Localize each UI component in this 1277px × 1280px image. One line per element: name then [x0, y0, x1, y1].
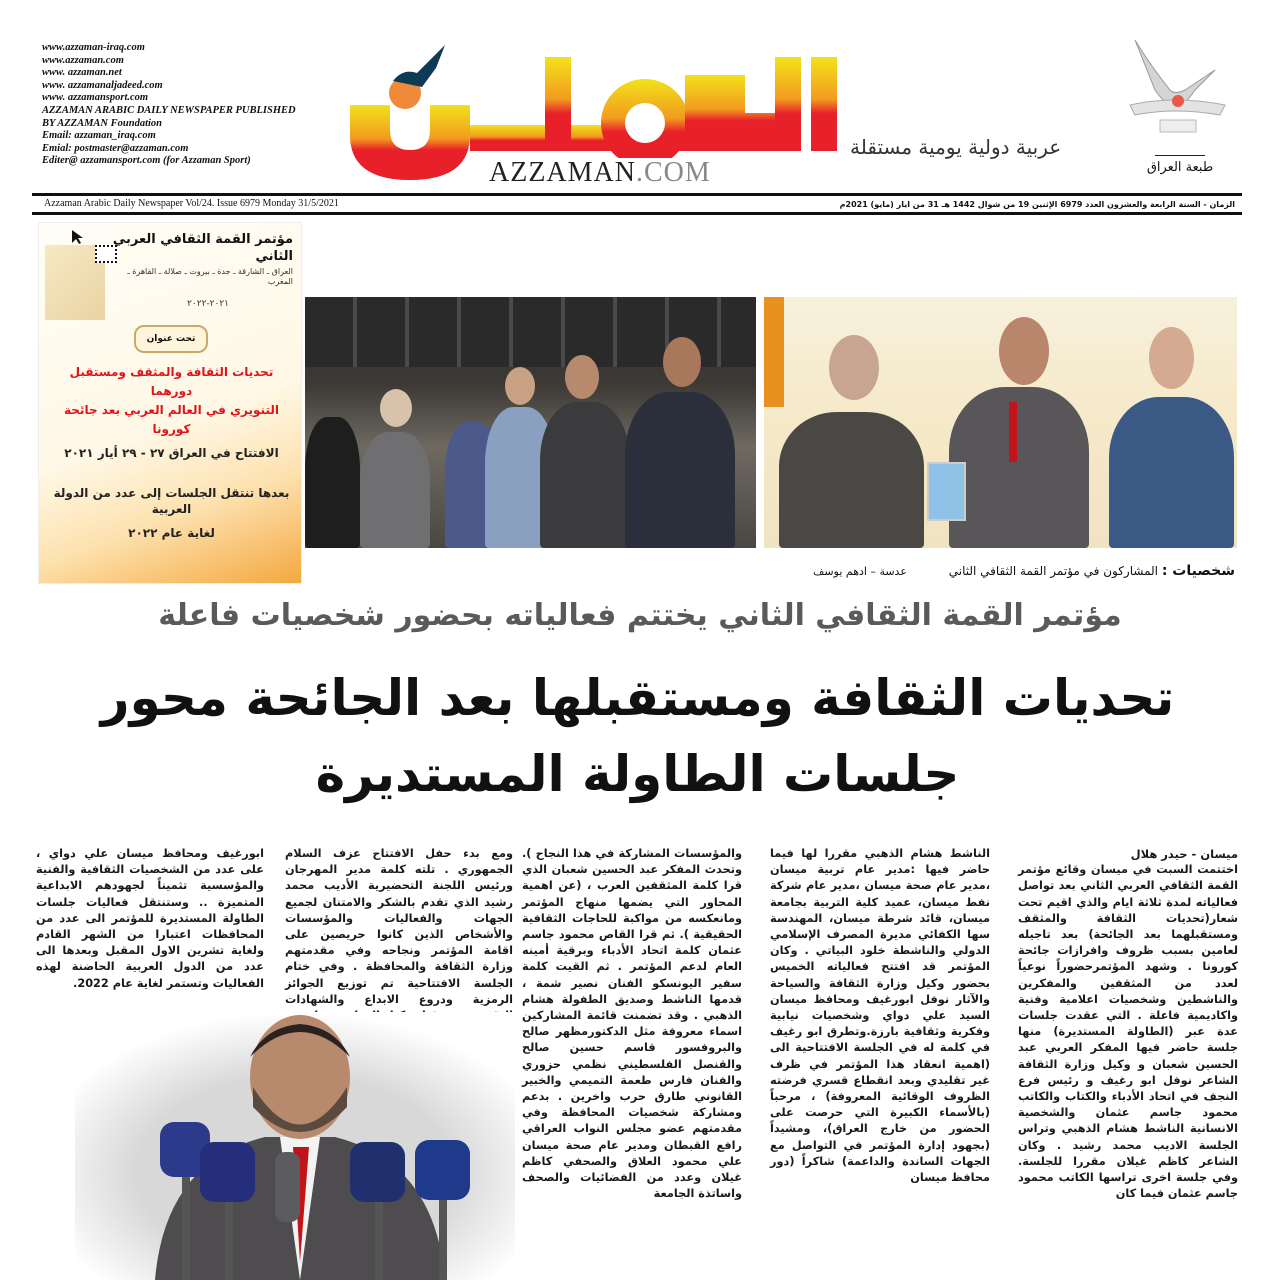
- logo-site-tld: COM: [644, 157, 711, 188]
- poster-theme: [49, 363, 294, 439]
- person-figure: [305, 417, 360, 548]
- conference-poster: [38, 222, 302, 584]
- article-column-1: [1018, 846, 1238, 1278]
- mic-iraqia-icon: [415, 1140, 470, 1200]
- mic-handheld-icon: [275, 1152, 300, 1222]
- masthead-contact-info: [42, 42, 342, 168]
- mic-dijlah-icon: [200, 1142, 255, 1202]
- poster-date-range: ٢٠٢١-٢٠٢٢: [187, 299, 229, 309]
- logo-site-main: AZZAMAN: [489, 157, 636, 188]
- portrait-head: [250, 1015, 350, 1139]
- dateline-arabic: الزمان - السنة الرابعة والعشرون العدد 6979 الإثنين 19 من شوال 1442 هـ 31 من ايار (مايو) 2021م: [839, 200, 1235, 209]
- person-head: [505, 367, 535, 405]
- mic-stand: [439, 1200, 447, 1280]
- info-line: www. azzamansport.com: [42, 92, 149, 104]
- info-line: Email: azzaman_iraq.com: [42, 130, 156, 142]
- person-head: [380, 389, 412, 427]
- photo-caption: [640, 562, 1235, 581]
- logo-site-dot: .: [636, 157, 644, 188]
- poster-opening: الافتتاح في العراق ٢٧ - ٢٩ أيار ٢٠٢١: [64, 446, 279, 460]
- info-line: www. azzaman.net: [42, 67, 122, 79]
- person-figure: [779, 412, 924, 548]
- caption-label: شخصيات :: [1161, 563, 1235, 579]
- award-plaque: [927, 462, 966, 521]
- article-column-5: [36, 846, 264, 1008]
- headline-line1: تحديات الثقافة ومستقبلها بعد الجائحة محور: [100, 669, 1175, 727]
- poster-until: لغاية عام ٢٠٢٢: [128, 526, 215, 540]
- person-figure: [949, 387, 1089, 548]
- poster-subtitle: العراق ـ الشارقة ـ جدة ـ بيروت ـ صلالة ـ القاهرة ـ المغرب: [127, 267, 293, 286]
- meem-hole: [625, 103, 665, 143]
- headline-line2: جلسات الطاولة المستديرة: [315, 745, 960, 803]
- person-figure: [360, 432, 430, 548]
- mic-stand: [225, 1202, 233, 1280]
- article-headline: [30, 660, 1245, 812]
- poster-title: مؤتمر القمة الثقافي العربي الثاني: [112, 232, 293, 264]
- article-byline: ميسان - حيدر هلال: [1130, 847, 1238, 861]
- info-line: Editer@ azzamansport.com (for Azzaman Sport): [42, 155, 251, 167]
- person-head: [565, 355, 599, 399]
- article-column-3: [522, 846, 742, 1278]
- photo-official-press-conference: [75, 1012, 515, 1280]
- poster-theme-line1: تحديات الثقافة والمثقف ومستقبل دورهما: [69, 365, 274, 398]
- banner-stripe: [764, 297, 784, 407]
- info-line: www. azzamanaljadeed.com: [42, 79, 163, 91]
- column-text: ومع بدء حفل الافتتاح عزف السلام الجمهوري . تلته كلمة مدير المهرجان ورئيس اللجنة التحضيرية الأديب محمد رشيد الذي تقدم بالشكر والامتنان لجميع الجهات والفعاليات والمؤسسات والأشخاص الذين كانوا حريصين على اقامة المؤتمر ونجاحه وفي مقدمتهم وزارة الثقافة والمحافظة . وفي ختام الجلسة الافتتاحية تم توزيع الجوائز الرمزية ودروع الابداع والشهادات: [285, 847, 513, 1006]
- article-column-4: [285, 846, 513, 1008]
- column-text: ابورغيف ومحافظ ميسان علي دواي ، على عدد من الشخصيات الثقافية والفنية والمؤسسية تثميناً لجهودهم الابداعية المتميزة .. وستنتقل فعاليات جلسات الطاولة المستديرة للمؤتمر الى عدد من المحافظات اعتبارا من الشهر القادم ولغاية تشرين الاول المقبل وبعدها الى عدد من الدول العربية الحاضنة لهذه الفعاليات وتستمر لغاية عام 2022.: [36, 847, 264, 990]
- logo-website: [485, 158, 715, 188]
- info-line: BY AZZAMAN Foundation: [42, 117, 163, 129]
- person-figure: [540, 402, 630, 548]
- column-text: والمؤسسات المشاركة في هذا النجاح ). وتحدث المفكر عبد الحسين شعبان الذي قرا كلمة المثقفين العرب ، (عن اهمية المحاور التي يضمها منهاج المؤتمر ومانعكسه من مواكبة للحاجات الثقافية الحقيقية ). ثم قرا القاص محمود جاسم عثمان كلمة اتحاد الأدباء وبرقية أمينه العام لدعم المؤتمر . ثم القيت كلمة سفير اليونسكو الفنان نصير شمة ، قدمها الناشط وصديق الطفولة هشام الذهبي . وقد تضمنت قائمة المشاركين اسماء معروفة مثل الدكتورمظهر صالح والبروفسور قاسم حسين صالح والقنصل الفلسطيني نظمي حزوري والفنان فارس طعمة التميمي والخبير القانوني طارق حرب واخرين . بدعم ومشاركة شخصيات المحافظة وفي مقدمتهم عضو مجلس النواب العراقي رافع القبطان ومدير عام صحة ميسان علي محمود العلاق والصحفي كاظم غيلان وعدد من الفضائيات والصحف واساتذة الجامعة: [522, 847, 742, 1201]
- info-line: AZZAMAN ARABIC DAILY NEWSPAPER PUBLISHED: [42, 104, 296, 116]
- column-text: اختتمت السبت في ميسان وقائع مؤتمر القمة الثقافي العربي الثاني بعد تواصل فعالياته لمدة ثلاثة ايام والذي اقيم تحت شعار(تحديات الثقافة والمثقف ومستقبلهما بعد الجائحة) بعد تاجيله لعامين بسبب ظروف وافرازات جائحة كورونا . وشهد المؤتمرحضوراً نوعياً لعدد من المثقفين والمفكرين والناشطين وشخصيات اعلامية وفنية واكاديمية فاعلة . التي عقدت جلسات عدة عبر (الطاولة المستديرة) منها جلسة حاضر فيها المفكر العربي عبد الحسين شعبان و وكيل وزارة الثقافة الشاعر نوفل ابو رغيف و رئيس فرع النجف في اتحاد الأدباء والكتاب والكاتب محمود جاسم عثمان والشخصية الانسانية الناشط هشام الذهبي وتراس الجلسة الاديب محمد رشيد . وكان الشاعر كاظم غيلان مقررا للجلسة. وفي جلسة اخرى تراسها الكاتب محمود جاسم عثمان فيما كان: [1018, 863, 1238, 1201]
- info-line: www.azzaman-iraq.com: [42, 42, 145, 53]
- mic-stand: [375, 1202, 383, 1280]
- caption-text: المشاركون في مؤتمر القمة الثقافي الثاني: [948, 564, 1158, 578]
- poster-badge: تحت عنوان: [134, 325, 208, 353]
- masthead-rule-top: [32, 193, 1242, 196]
- person-head: [999, 317, 1049, 385]
- info-line: Emial: postmaster@azzaman.com: [42, 142, 189, 154]
- edition-divider: [1155, 155, 1205, 156]
- column-text: الناشط هشام الذهبي مقررا لها فيما حاضر فيها :مدير عام تربية ميسان ،مدير عام صحة ميسان ،مدير عام شركة نفط ميسان، عميد كلية التربية بجامعة ميسان، قائد شرطة ميسان، المهندسة سها الكفائي مديرة المصرف الإسلامي الدولي والناشطة خلود البياتي . وكان المؤتمر قد افتتح فعالياته الخميس بحضور وكيل وزارة الثقافة والسياحة والآثار نوفل ابورغيف ومحافظ ميسان السيد علي دواي وشخصيات نيابية وفكرية وثقافية بارزة.وتطرق ابو رغيف في كلمة له في الجلسة الافتتاحية الى (اهمية انعقاد هذا المؤتمر في ظرف غير تقليدي وبعد انقطاع قسري فرضته الظروف الوقائية المعروفة) ، مرحباً (بالأسماء الكبيرة التي حرصت على الحضور من خارج العراق)، ومشيداً (بجهود إدارة المؤتمر في التواصل مع الجهات الساندة والداعمة) شاكراً (دور محافظ ميسان: [770, 847, 990, 1185]
- masthead-rule-bottom: [32, 212, 1242, 215]
- person-figure: [1109, 397, 1234, 548]
- edition-label: طبعة العراق: [1146, 160, 1214, 175]
- photo-participants-group: [305, 297, 756, 548]
- red-tie: [1009, 402, 1017, 462]
- logo-bird-icon: [393, 45, 445, 87]
- photo-award-presentation: [764, 297, 1237, 548]
- logo-tagline: عربية دولية يومية مستقلة: [850, 135, 1062, 159]
- person-head: [663, 337, 701, 387]
- poster-move: بعدها تنتقل الجلسات إلى عدد من الدولة العربية: [53, 486, 290, 516]
- eagle-emblem-icon: [1115, 35, 1240, 145]
- person-head: [829, 335, 879, 400]
- mouse-cursor-icon: [71, 229, 87, 245]
- info-line: www.azzaman.com: [42, 54, 124, 66]
- mic-alforat-icon: [350, 1142, 405, 1202]
- person-figure: [625, 392, 735, 548]
- poster-theme-line2: التنويري في العالم العربي بعد جائحة كورونا: [64, 403, 279, 436]
- article-kicker: مؤتمر القمة الثقافي الثاني يختتم فعالياته بحضور شخصيات فاعلة: [158, 598, 1122, 633]
- dateline-english: Azzaman Arabic Daily Newspaper Vol/24. Issue 6979 Monday 31/5/2021: [44, 198, 339, 209]
- mic-stand: [182, 1177, 190, 1280]
- person-head: [1149, 327, 1194, 389]
- photo-credit: عدسة – ادهم يوسف: [813, 565, 907, 578]
- article-column-2: [770, 846, 990, 1278]
